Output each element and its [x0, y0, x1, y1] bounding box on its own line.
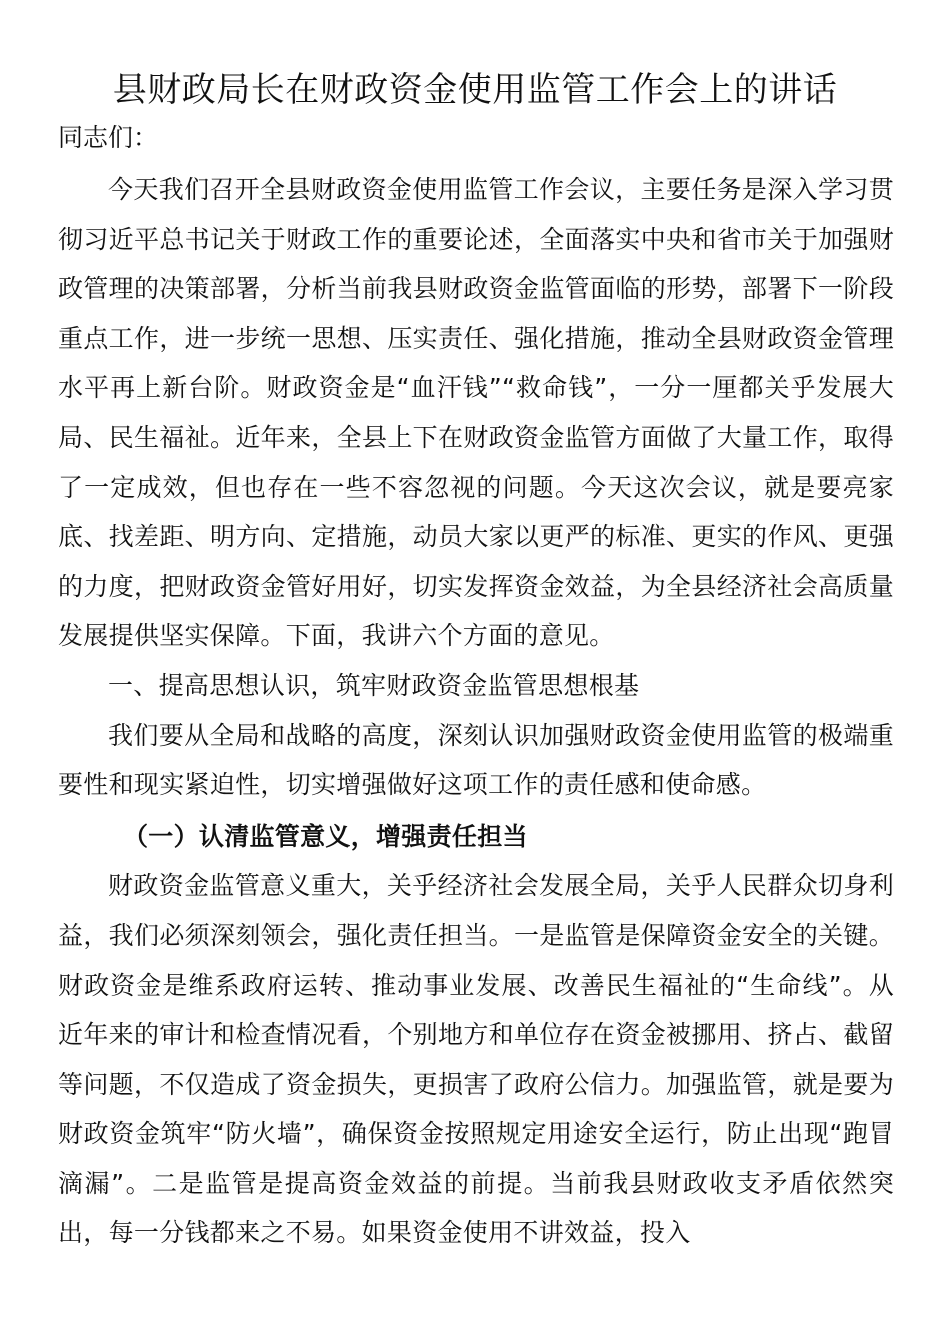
salutation: 同志们： — [58, 123, 159, 152]
subsection-paragraph: 财政资金监管意义重大，关乎经济社会发展全局，关乎人民群众切身利益，我们必须深刻领会，强化责任担当。一是监管是保障资金安全的关键。财政资金是维系政府运转、推动事业发展、改善民生福祉的“生命线”。从近年来的审计和检查情况看，个别地方和单位存在资金被挪用、挤占、截留等问题，不仅造成了资金损失，更损害了政府公信力。加强监管，就是要为财政资金筑牢“防火墙”，确保资金按照规定用途安全运行，防止出现“跑冒滴漏”。二是监管是提高资金效益的前提。当前我县财政收支矛盾依然突出，每一分钱都来之不易。如果资金使用不讲效益，投入 — [58, 871, 894, 1248]
opening-paragraph: 今天我们召开全县财政资金使用监管工作会议，主要任务是深入学习贯彻习近平总书记关于财政工作的重要论述，全面落实中央和省市关于加强财政管理的决策部署，分析当前我县财政资金监管面临的形势，部署下一阶段重点工作，进一步统一思想、压实责任、强化措施，推动全县财政资金管理水平再上新台阶。财政资金是“血汗钱”“救命钱”，一分一厘都关乎发展大局、民生福祉。近年来，全县上下在财政资金监管方面做了大量工作，取得了一定成效，但也存在一些不容忽视的问题。今天这次会议，就是要亮家底、找差距、明方向、定措施，动员大家以更严的标准、更实的作风、更强的力度，把财政资金管好用好，切实发挥资金效益，为全县经济社会高质量发展提供坚实保障。下面，我讲六个方面的意见。 — [58, 175, 894, 651]
section-heading-1: 一、提高思想认识，筑牢财政资金监管思想根基 — [108, 670, 640, 700]
section-intro-paragraph: 我们要从全局和战略的高度，深刻认识加强财政资金使用监管的极端重要性和现实紧迫性，切实增强做好这项工作的责任感和使命感。 — [58, 720, 894, 800]
subsection-heading-1: （一）认清监管意义，增强责任担当 — [123, 821, 528, 851]
document-title: 县财政局长在财政资金使用监管工作会上的讲话 — [112, 70, 838, 110]
document-body — [58, 165, 894, 1258]
